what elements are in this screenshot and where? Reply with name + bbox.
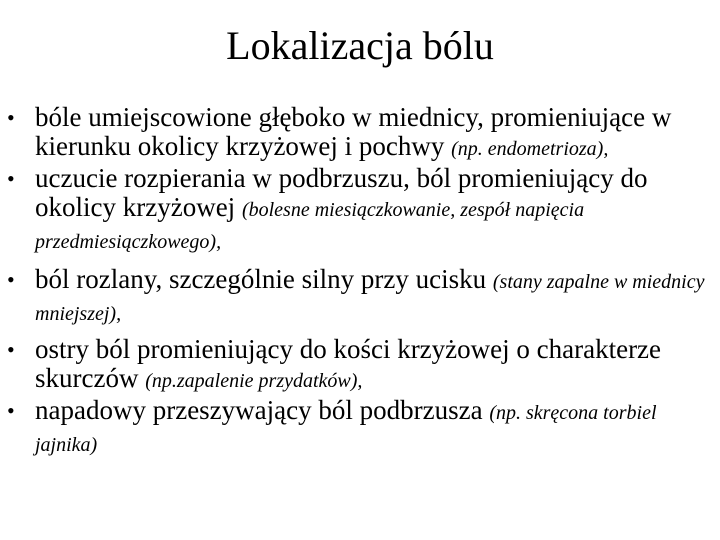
bullet-item <box>0 396 720 460</box>
slide-title: Lokalizacja bólu <box>226 23 494 68</box>
bullet-text: ból rozlany, szczególnie silny przy ucisku <box>35 264 493 294</box>
bullet-dot: • <box>7 337 15 362</box>
bullet-item <box>0 103 720 164</box>
bullet-note: (np. skręcona torbiel jajnika) <box>35 402 657 456</box>
bullet-text: napadowy przeszywający ból podbrzusza <box>35 395 490 425</box>
bullet-note: (np.zapalenie przydatków), <box>145 370 363 392</box>
bullet-text: uczucie rozpierania w podbrzuszu, ból promieniujący do okolicy krzyżowej <box>35 163 648 222</box>
bullet-list <box>0 103 720 460</box>
bullet-item <box>0 265 720 329</box>
bullet-note: (np. endometrioza), <box>451 138 609 160</box>
bullet-dot: • <box>7 105 15 130</box>
bullet-item <box>0 164 720 257</box>
bullet-item <box>0 335 720 396</box>
bullet-dot: • <box>7 267 15 292</box>
bullet-note: (stany zapalne w miednicy mniejszej), <box>35 271 705 325</box>
bullet-dot: • <box>7 166 15 191</box>
bullet-note: (bolesne miesiączkowanie, zespół napięcia przedmiesiączkowego), <box>35 199 585 253</box>
bullet-text: bóle umiejscowione głęboko w miednicy, promieniujące w kierunku okolicy krzyżowej i pochwy <box>35 102 672 161</box>
bullet-dot: • <box>7 398 15 423</box>
bullet-text: ostry ból promieniujący do kości krzyżowej o charakterze skurczów <box>35 334 662 393</box>
